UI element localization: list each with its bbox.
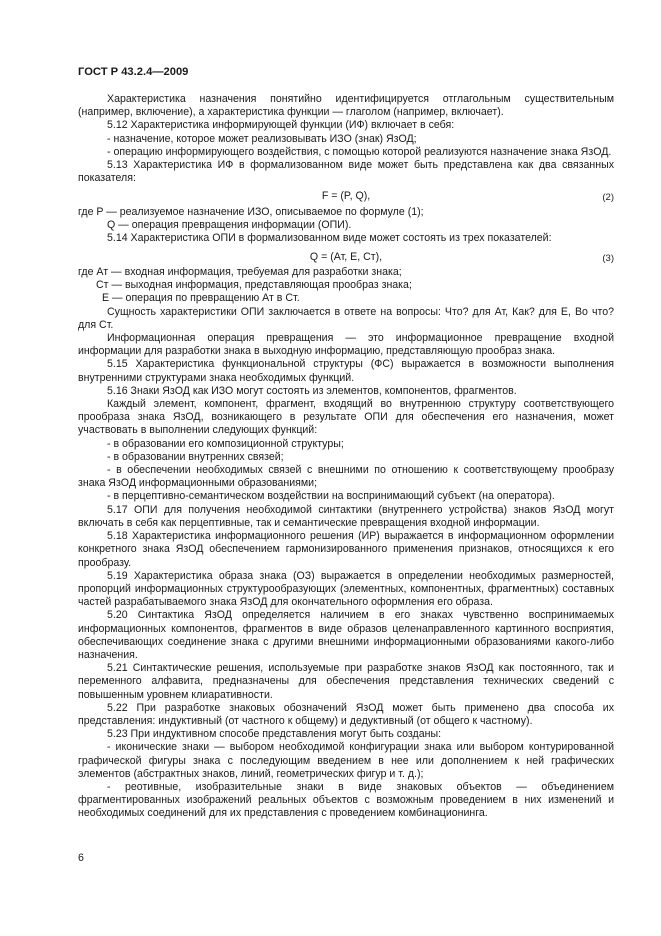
clause-5-20: 5.20 Синтактика ЯзОД определяется наличием в его знаках чувственно воспринимаемых информационных компонентов, фрагментов в виде образов целенаправленного картинного восприятия, обеспечивающих соединение знака с другими внешними информационными образованиями какого-либо назначения. — [78, 609, 614, 661]
list-item: - реотивные, изобразительные знаки в виде знаковых объектов — объединением фрагментированных изображений реальных объектов с возможным проведением в них изменений и необходимых соединений для их представления с проведением комбинационинга. — [78, 780, 614, 820]
formula-legend: Ст — выходная информация, представляющая прообраз знака; — [96, 279, 412, 292]
paragraph: Информационная операция превращения — это информационное превращение входной информации для разработки знака в выходную информацию, представляющую прообраз знака. — [78, 332, 614, 358]
clause-5-22: 5.22 При разработке знаковых обозначений ЯзОД может быть применено два способа их представления: индуктивный (от частного к общему) и дедуктивный (от общего к частному). — [78, 701, 614, 727]
paragraph: Характеристика назначения понятийно идентифицируется отглагольным существительным (например, включение), а характеристика функции — глаголом (например, включает). — [78, 93, 614, 119]
formula-2 — [78, 189, 614, 204]
list-item: - в образовании его композиционной структуры; — [107, 437, 344, 450]
clause-5-17: 5.17 ОПИ для получения необходимой синтактики (внутреннего устройства) знаков ЯзОД могут включать в себя как перцептивные, так и семантические превращения входной информации. — [78, 503, 614, 529]
paragraph: Сущность характеристики ОПИ заключается в ответе на вопросы: Что? для Ат, Как? для Е, Во что? для Ст. — [78, 305, 614, 331]
formula-expression: Q = (Ат, Е, Ст), — [309, 250, 383, 263]
clause-5-16: 5.16 Знаки ЯзОД как ИЗО могут состоять из элементов, компонентов, фрагментов. — [107, 384, 517, 397]
clause-5-12: 5.12 Характеристика информирующей функции (ИФ) включает в себя: — [107, 119, 455, 132]
clause-5-21: 5.21 Синтактические решения, используемые при разработке знаков ЯзОД как постоянного, так и переменного алфавита, предназначены для обеспечения представления технических сведений с повышенным уровнем клиаративности. — [78, 662, 614, 701]
list-item: - назначение, которое может реализовывать ИЗО (знак) ЯзОД; — [107, 132, 417, 145]
clause-5-19: 5.19 Характеристика образа знака (ОЗ) выражается в определении необходимых размерностей, пропорций информационных структурообразующих (элементных, компонентных, фрагментных) составных частей разрабатываемого знака ЯзОД для окончательного оформления его образа. — [78, 569, 614, 609]
clause-5-13: 5.13 Характеристика ИФ в формализованном виде может быть представлена как два связанных показателя: — [78, 159, 614, 185]
list-item: - иконические знаки — выбором необходимой конфигурации знака или выбором контурированной графической фигуры знака с последующим введением в нее или дополнением к ней графических элементов (абстрактных знаков, линий, геометрических фигур и т. д.); — [78, 741, 614, 780]
formula-3 — [78, 250, 614, 265]
list-item: - операцию информирующего воздействия, с помощью которой реализуются назначение знака ЯзОД. — [107, 145, 612, 158]
paragraph: Каждый элемент, компонент, фрагмент, входящий во внутреннюю структуру соответствующего прообраза знака ЯзОД, возникающего в результате ОПИ для обеспечения его назначения, может участвовать в выполнении следующих функций: — [78, 398, 614, 437]
formula-number: (3) — [602, 252, 614, 264]
document-header: ГОСТ Р 43.2.4—2009 — [78, 66, 189, 78]
clause-5-15: 5.15 Характеристика функциональной структуры (ФС) выражается в возможности выполнения внутренними структурами знака необходимых функций. — [78, 358, 614, 384]
list-item: - в образовании внутренних связей; — [107, 450, 284, 463]
clause-5-18: 5.18 Характеристика информационного решения (ИР) выражается в информационном оформлении конкретного знака ЯзОД обеспечением гармонизированного применения признаков, относящихся к его прообразу. — [78, 530, 614, 569]
formula-legend: Е — операция по превращению Ат в Ст. — [102, 292, 300, 305]
formula-legend: Q — операция превращения информации (ОПИ). — [107, 219, 352, 232]
formula-expression: F = (P, Q), — [321, 190, 371, 203]
page-number: 6 — [78, 852, 84, 864]
formula-legend: где P — реализуемое назначение ИЗО, описываемое по формуле (1); — [78, 205, 424, 218]
document-body — [78, 93, 614, 821]
list-item: - в обеспечении необходимых связей с внешними по отношению к соответствующему прообразу знака ЯзОД информационными образованиями; — [78, 464, 614, 490]
clause-5-14: 5.14 Характеристика ОПИ в формализованном виде может состоять из трех показателей: — [107, 232, 552, 245]
clause-5-23: 5.23 При индуктивном способе представления могут быть созданы: — [107, 728, 442, 741]
formula-number: (2) — [602, 192, 614, 204]
formula-legend: где Ат — входная информация, требуемая для разработки знака; — [78, 266, 402, 279]
list-item: - в перцептивно-семантическом воздействии на воспринимающий субъект (на оператора). — [107, 490, 555, 503]
